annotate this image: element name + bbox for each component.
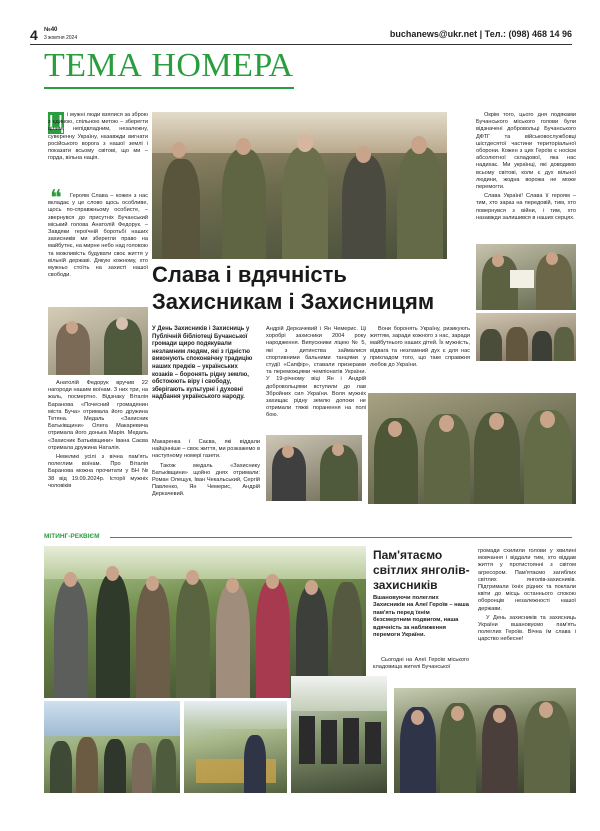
photo-soldiers-group	[368, 393, 576, 504]
article-headline-line1: Слава і вдячність	[152, 262, 347, 287]
photo-memorial-flowers-1	[44, 701, 180, 793]
issue-number: №40	[44, 27, 58, 33]
article2-body-2: громади схилили голови у хвилині мовчання і віддали тим, хто віддав життя у протистоянні з світом агресором. Пам'ятаємо загиблих світлих янголів-захисників. Підтримали їхніх рідних та поклали квіти до місць останнього спокою оборонців незалежності нашої держави.	[478, 548, 576, 612]
right-column-para-2: Слава Україні! Слава її героям – тим, хто зараз на передовій, тим, хто повернувся з війни, і тим, хто назавжди залишився в наших серцях.	[476, 193, 576, 221]
intro-text: і мужні люди взялися за зброю з єдиною, спільною метою – зберегти цілим, непідвладним, незалежну, суверенну Україну, назавжди вигнати російського ворога з нашої землі і показати всьому світові, що ми – горда, вільна нація.	[48, 112, 148, 162]
photo-audience-row	[476, 313, 576, 361]
article-lead: У День Захисників і Захисниць у Публічній бібліотеці Бучанської громади щиро подякували незламним людям, які з гідністю виконують споконвічну традицію наших предків – українських козаків – боронять рідну землю, обстоюють віру і свободу, зберігають культурні і духовні надбання українського народу.	[152, 326, 253, 401]
section-title: ТЕМА НОМЕРА	[44, 47, 294, 84]
photo-medal-presentation	[266, 435, 362, 501]
quote-mark-icon: ❝	[50, 186, 62, 211]
left-column-body	[48, 380, 148, 492]
page-number: 4	[30, 27, 38, 43]
article2-headline-line2: світлих янголів-	[373, 563, 470, 577]
right-column-text	[476, 112, 576, 224]
photo-memorial-flowers-2	[184, 701, 287, 793]
issue-date: 3 жовтня 2024	[44, 35, 78, 41]
photo-ceremony-audience	[152, 112, 447, 259]
header-contacts: buchanews@ukr.net | Тел.: (098) 468 14 96	[389, 29, 572, 39]
article2-headline-line3: захисників	[373, 578, 438, 592]
photo-mourners	[394, 688, 576, 793]
quote-text: Героям Слава – кожен з нас вкладає у це слово щось особливе, щось по-справжньому особисте, – звернувся до присутніх Бучанський міський голова Анатолій Федорук. – Завдяки героїчній боротьбі наших захисників ми зберегли право на майбутнє, на мирне небо над головою та можливість будувати своє життя у вільній державі. Дякую кожному, хто мужньо стоїть на захисті нашої свободи.	[48, 193, 148, 279]
middle-column-text: Андрій Деркачевий і Ян Чемерис. Ці хоробрі захисники 2004 року народження. Випускники ліцею № 5, які з дитинства займалися спортивними бальними танцями у студії «Сапфір», ставали призерами та переможцями чемпіонатів України. У 19-річному віці Ян і Андрій добровольцями вступили до лав Збройних сил України. Воля мужніх захищає рідну землю допоки не отримали тяжкі поранення на полі бою.	[266, 326, 366, 419]
article2-lead: Вшановуючи полеглих Захисників на Алеї Героїв – наша пам'ять перед їхнім безсмертним подвигом, наша вдячність за наближення перемоги України.	[373, 595, 469, 639]
article2-right-text	[478, 548, 576, 646]
section-rule-label: МІТИНГ-РЕКВІЄМ	[44, 533, 100, 540]
section-rule-line	[110, 537, 572, 538]
article2-body-1: Сьогодні на Алеї Героїв міського кладовища жителі Бучанської	[373, 657, 469, 671]
dropcap: Ц	[48, 112, 64, 134]
article2-body-3: У День захисників та захисниць України вшановуємо пам'ять полеглих Героїв. Вічна їм слава і царство небесне!	[478, 614, 576, 643]
photo-award-handover	[48, 307, 148, 375]
middle-lower-para-1: Макаренка і Саєва, які віддали найцінніше – своє життя, ми розкажемо в наступному номері газети.	[152, 439, 260, 460]
right-column-para-1: Окрім того, цього дня подяками Бучанського міського голови були відзначені добровольці Бучанського ДФТГ та військовослужбовці шістдесятої частини територіальної оборони. Кожен з цих Героїв є носієм абсолютної складової, яка нас надихає. Ми українці, які доводимо всьому світові, коли є дух вільної людини, жодна ворожа не може перемогти.	[476, 112, 576, 191]
middle-lower-para-2: Також медаль «Захиснику Батьківщини» щойно днях отримали: Роман Олещук, Іван Чекальський, Сергій Павленко, Ян Чемерис, Андрій Деркачевий.	[152, 462, 260, 498]
left-column-para-1: Анатолій Федорук вручив 22 нагороди нашим воїнам. З них три, на жаль, посмертно. Відзнаку Віталія Баранова «Почесний громадянин міста Буча» отримала його дружина Тетяна. Медаль «Захисник Батьківщини» Олега Макаревича отримала його донька Марія. Медаль «Захисник Батьківщини» Івана Саєва отримала дружина Наталія.	[48, 380, 148, 451]
photo-memorial-graves	[291, 676, 387, 793]
header-rule	[30, 44, 572, 45]
section-title-underline	[44, 87, 294, 89]
article2-headline-line1: Пам'ятаємо	[373, 548, 443, 562]
middle-column-3-text: Вони боронять Україну, ризикують життям, заради кожного з нас, заради майбутнього наших дітей. Їх мужність, відвага та незламний дух є для нас прикладом того, що таке справжня любов до України.	[370, 326, 470, 369]
left-column-para-2: Невеликі усілі з вічна пам'ять полеглим воїнам. Про Віталія Баранова можна прочитати у БН № 38 від 19.09.2024р. Історії мужніх чоловіків	[48, 454, 148, 489]
photo-award-certificate	[476, 244, 576, 310]
middle-lower-text	[152, 439, 260, 501]
article-headline-line2: Захисникам і Захисницям	[152, 289, 435, 314]
